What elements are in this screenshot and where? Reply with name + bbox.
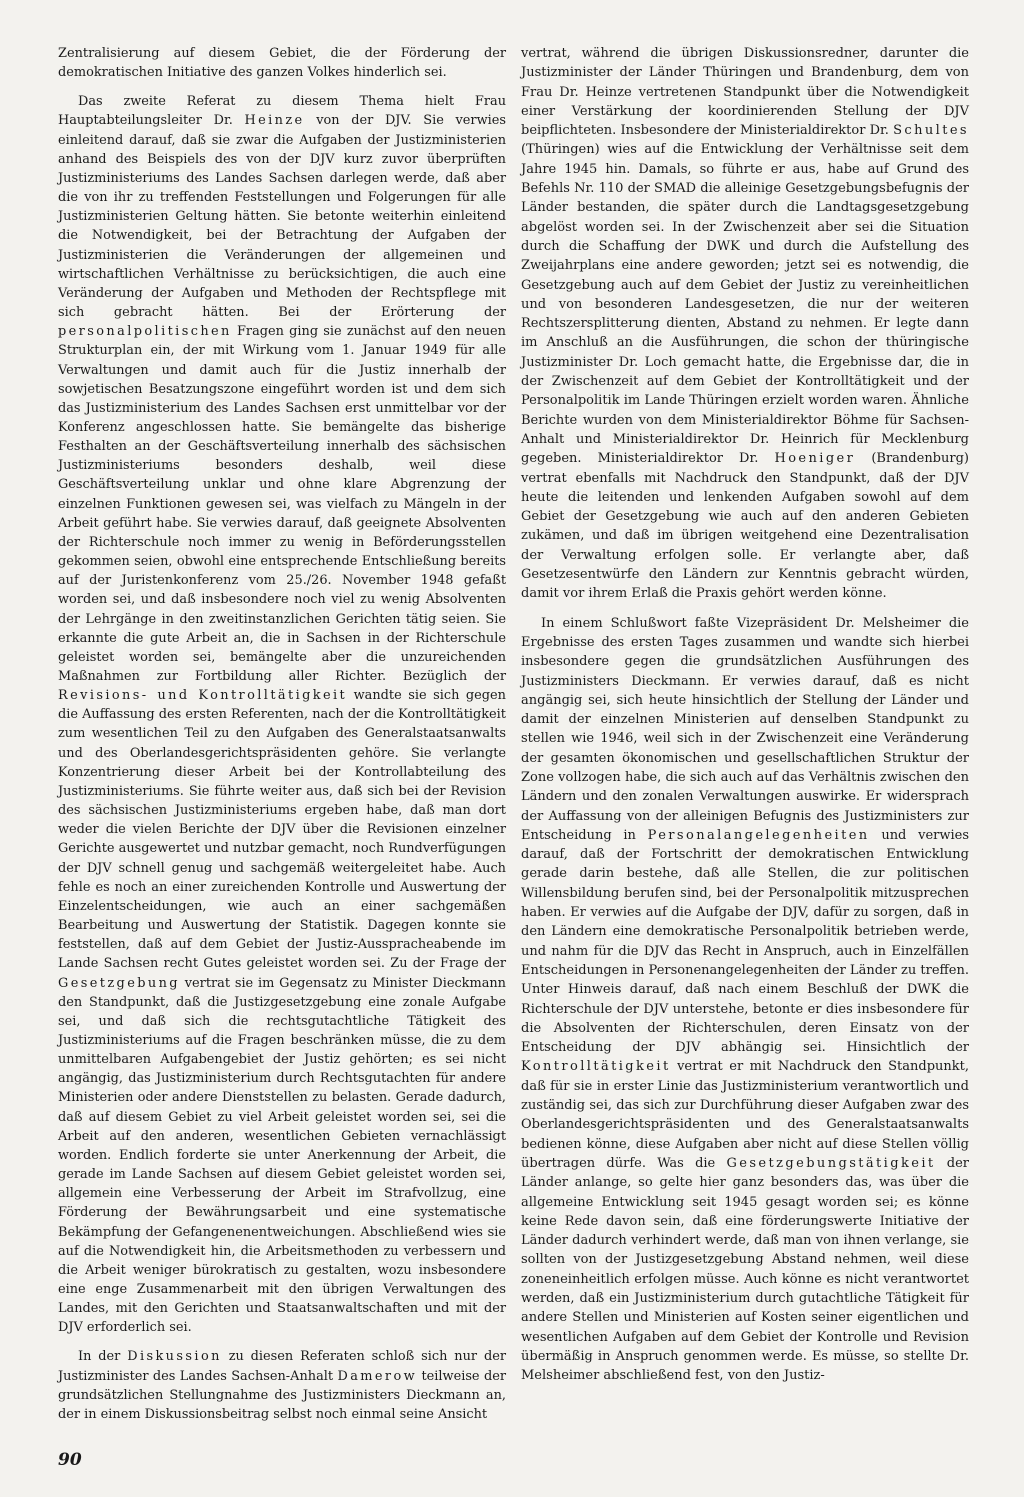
right-column — [521, 44, 969, 1385]
left-column — [58, 44, 506, 1424]
text-run: zu diesen Referaten schloß sich nur der Justizminister des Landes Sachsen-Anhalt — [58, 1349, 506, 1384]
text-run: In der — [78, 1349, 128, 1365]
spaced-term: Damerow — [337, 1368, 418, 1384]
text-run: In einem Schlußwort faßte Vizepräsident Dr. Melsheimer die Ergebnisse des ersten Tages zusammen und wandte sich hierbei insbesondere gegen die grundsätzlichen Ausführungen des Justizministers Dieckmann. Er verwies darauf, daß es nicht angängig sei, sich heute hinsichtlich der Stellung der Länder und damit der einzelnen Ministerien auf denselben Standpunkt zu stellen wie 1946, weil sich in der Zwischenzeit eine Veränderung der gesamten ökonomischen und gesellschaftlichen Struktur der Zone vollzogen habe, die sich auch auf das Verhältnis zwischen den Ländern und den zonalen Verwaltungen auswirke. Er widersprach der Auffassung von der alleinigen Befugnis des Justizministers zur Entscheidung in — [521, 615, 969, 843]
spaced-term: Revisions- und Kontrolltätigkeit — [58, 688, 348, 704]
spaced-term: Personalangelegenheiten — [647, 827, 870, 843]
spaced-term: Schultes — [893, 123, 969, 139]
text-run: wandte sie sich gegen die Auffassung des ersten Referenten, nach der die Kontrolltätigkeit zum wesentlichen Teil zu den Aufgaben des Generalstaatsanwalts und des Oberlandesgerichtspräsidenten gehöre. Sie verlangte Konzentrierung dieser Arbeit bei der Kontrollabteilung des Justizministeriums. Sie führte weiter aus, daß sich bei der Revision des sächsischen Justizministeriums ergeben habe, daß man dort weder die vielen Berichte der DJV über die Revisionen einzelner Gerichte ausgewertet und nutzbar gemacht, noch Rundverfügungen der DJV schnell genug und sachgemäß weitergeleitet habe. Auch fehle es noch an einer zureichenden Kontrolle und Auswertung der Einzelentscheidungen, wie auch an einer sachgemäßen Bearbeitung und Auswertung der Statistik. Dagegen konnte sie feststellen, daß auf dem Gebiet der Justiz-Ausspracheabende im Lande Sachsen recht Gutes geleistet worden sei. Zu der Frage der — [58, 688, 506, 972]
paragraph — [58, 92, 506, 1337]
text-run: Zentralisierung auf diesem Gebiet, die der Förderung der demokratischen Initiative des ganzen Volkes hinderlich sei. — [58, 46, 506, 81]
text-run: (Brandenburg) vertrat ebenfalls mit Nachdruck den Standpunkt, daß der DJV heute die leitenden und lenkenden Aufgaben sowohl auf dem Gebiet der Gesetzgebung wie auch auf den anderen Gebieten zukämen, und daß im übrigen weitgehend eine Dezentralisation der Verwaltung erfolgen solle. Er verlangte aber, daß Gesetzesentwürfe den Ländern zur Kenntnis gebracht würden, damit vor ihrem Erlaß die Praxis gehört werden könne. — [521, 451, 969, 602]
spaced-term: Kontrolltätigkeit — [521, 1059, 671, 1075]
spaced-term: Hoeniger — [774, 451, 856, 467]
text-run: (Thüringen) wies auf die Entwicklung der Verhältnisse seit dem Jahre 1945 hin. Damals, so führte er aus, habe auf Grund des Befehls Nr. 110 der SMAD die alleinige Gesetzgebungsbefugnis der Länder bestanden, die später durch die Landtagsgesetzgebung abgelöst worden sei. In der Zwischenzeit aber sei die Situation durch die Schaffung der DWK und durch die Aufstellung des Zweijahrplans eine andere geworden; jetzt sei es notwendig, die Gesetzgebung auch auf dem Gebiet der Justiz zu vereinheitlichen und von besonderen Landesgesetzen, die nur der weiteren Rechtszersplitterung dienten, Abstand zu nehmen. Er legte dann im Anschluß an die Ausführungen, die schon der thüringische Justizminister Dr. Loch gemacht hatte, die Ergebnisse dar, die in der Zwischenzeit auf dem Gebiet der Kontrolltätigkeit und der Personalpolitik im Lande Thüringen erzielt worden waren. Ähnliche Berichte wurden von dem Ministerialdirektor Böhme für Sachsen-Anhalt und Ministerialdirektor Dr. Heinrich für Mecklenburg gegeben. Ministerialdirektor Dr. — [521, 142, 969, 467]
spaced-term: Gesetzgebung — [58, 975, 180, 991]
spaced-term: Diskussion — [127, 1349, 222, 1365]
text-run: der Länder anlange, so gelte hier ganz besonders das, was über die allgemeine Entwicklung seit 1945 gesagt worden sei; es könne keine Rede davon sein, daß eine förderungswerte Initiative der Länder dadurch verhindert werde, daß man von ihnen verlange, sie sollten von der Justizgesetzgebung Abstand nehmen, weil diese zoneneinheitlich erfolgen müsse. Auch könne es nicht verantwortet werden, daß ein Justizministerium durch gutachtliche Tätigkeit für andere Stellen und Ministerien auf Kosten seiner eigentlichen und wesentlichen Aufgaben auf dem Gebiet der Kontrolle und Revision übermäßig in Anspruch genommen werde. Es müsse, so stellte Dr. Melsheimer abschließend fest, von den Justiz- — [521, 1155, 969, 1384]
text-run: Das zweite Referat zu diesem Thema hielt Frau Hauptabteilungsleiter Dr. — [58, 94, 506, 129]
text-run: vertrat sie im Gegensatz zu Minister Dieckmann den Standpunkt, daß die Justizgesetzgebung eine zonale Aufgabe sei, und daß sich die rechtsgutachtliche Tätigkeit des Justizministeriums auf die Fragen beschränken müsse, die zu dem unmittelbaren Aufgabengebiet der Justiz gehörten; es sei nicht angängig, das Justizministerium durch Rechtsgutachten für andere Ministerien oder andere Dienststellen zu belasten. Gerade dadurch, daß auf diesem Gebiet zu viel Arbeit geleistet worden sei, sei die Arbeit auf den anderen, wesentlichen Gebieten vernachlässigt worden. Endlich forderte sie unter Anerkennung der Arbeit, die gerade im Lande Sachsen auf diesem Gebiet geleistet worden sei, allgemein eine Verbesserung der Arbeit im Strafvollzug, eine Förderung der Bewährungsarbeit und eine systematische Bekämpfung der Gefangenenentweichungen. Abschließend wies sie auf die Notwendigkeit hin, die Arbeitsmethoden zu verbessern und die Arbeit weniger bürokratisch zu gestalten, wozu insbesondere eine enge Zusammenarbeit mit den übrigen Verwaltungen des Landes, mit den Gerichten und Staatsanwaltschaften und mit der DJV erforderlich sei. — [58, 975, 506, 1336]
paragraph — [521, 614, 969, 1386]
paragraph — [521, 44, 969, 604]
paragraph — [58, 1347, 506, 1424]
text-run: von der DJV. Sie verwies einleitend darauf, daß sie zwar die Aufgaben der Justizministerien anhand des Beispiels des von der DJV kurz zuvor überprüften Justizministeriums des Landes Sachsen darlegen werde, daß aber die von ihr zu treffenden Feststellungen und Folgerungen für alle Justizministerien Geltung hätten. Sie betonte weiterhin einleitend die Notwendigkeit, bei der Betrachtung der Aufgaben der Justizministerien die Veränderungen der allgemeinen und wirtschaftlichen Verhältnisse zu berücksichtigen, die auch eine Veränderung der Aufgaben und Methoden der Rechtspflege mit sich gebracht hätten. Bei der Erörterung der — [58, 113, 506, 321]
text-run: teilweise der grundsätzlichen Stellungnahme des Justizministers Dieckmann an, der in einem Diskussionsbeitrag selbst noch einmal seine Ansicht — [58, 1368, 506, 1422]
paragraph — [58, 44, 506, 82]
text-run: Fragen ging sie zunächst auf den neuen Strukturplan ein, der mit Wirkung vom 1. Januar 1949 für alle Verwaltungen und damit auch für die Justiz innerhalb der sowjetischen Besatzungszone eingeführt worden ist und dem sich das Justizministerium des Landes Sachsen erst unmittelbar vor der Konferenz angeschlossen hatte. Sie bemängelte das bisherige Festhalten an der Geschäftsverteilung innerhalb des sächsischen Justizministeriums besonders deshalb, weil diese Geschäftsverteilung unklar und ohne klare Abgrenzung der einzelnen Funktionen gewesen sei, was vielfach zu Mängeln in der Arbeit geführt habe. Sie verwies darauf, daß geeignete Absolventen der Richterschule noch immer zu wenig in Beförderungsstellen gekommen seien, obwohl eine entsprechende Entschließung bereits auf der Juristenkonferenz vom 25./26. November 1948 gefaßt worden sei, und daß insbesondere noch viel zu wenig Absolventen der Lehrgänge in den zweitinstanzlichen Gerichten tätig seien. Sie erkannte die gute Arbeit an, die in Sachsen in der Richterschule geleistet worden sei, bemängelte aber die unzureichenden Maßnahmen zur Fortbildung aller Richter. Bezüglich der — [58, 324, 506, 684]
text-run: vertrat, während die übrigen Diskussionsredner, darunter die Justizminister der Länder Thüringen und Brandenburg, dem von Frau Dr. Heinze vertretenen Standpunkt über die Notwendigkeit einer Verstärkung der koordinierenden Stellung der DJV beipflichteten. Insbesondere der Ministerialdirektor Dr. — [521, 46, 969, 139]
text-run: vertrat er mit Nachdruck den Standpunkt, daß für sie in erster Linie das Justizministerium verantwortlich und zuständig sei, das sich zur Durchführung dieser Aufgaben zwar des Oberlandesgerichtspräsidenten und des Generalstaatsanwalts bedienen könne, diese Aufgaben aber nicht auf diese Stellen völlig übertragen dürfe. Was die — [521, 1059, 969, 1171]
spaced-term: personalpolitischen — [58, 324, 232, 340]
spaced-term: Gesetzgebungstätigkeit — [726, 1155, 936, 1171]
spaced-term: Heinze — [244, 113, 305, 129]
page-number: 90 — [58, 1450, 82, 1470]
text-run: und verwies darauf, daß der Fortschritt der demokratischen Entwicklung gerade darin bestehe, daß alle Stellen, die zur politischen Willensbildung berufen sind, bei der Personalpolitik mitzusprechen haben. Er verwies auf die Aufgabe der DJV, dafür zu sorgen, daß in den Ländern eine demokratische Personalpolitik betrieben werde, und nahm für die DJV das Recht in Anspruch, auch in Einzelfällen Entscheidungen in Personenangelegenheiten der Länder zu treffen. Unter Hinweis darauf, daß nach einem Beschluß der DWK die Richterschule der DJV unterstehe, betonte er dies insbesondere für die Absolventen der Richterschulen, deren Einsatz von der Entscheidung der DJV abhängig sei. Hinsichtlich der — [521, 827, 970, 1056]
